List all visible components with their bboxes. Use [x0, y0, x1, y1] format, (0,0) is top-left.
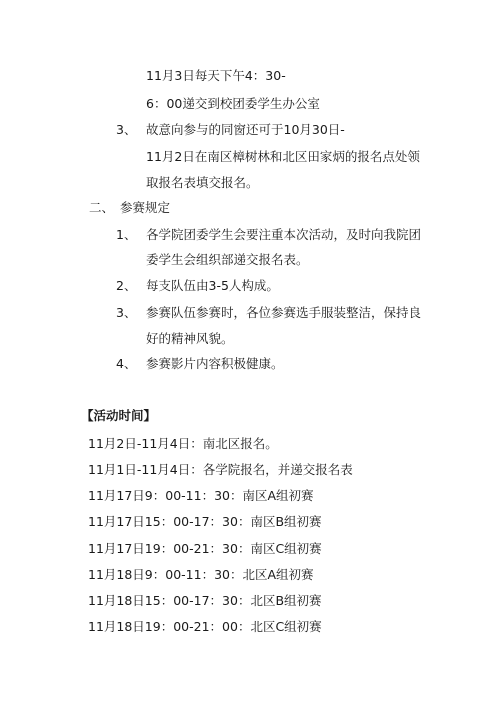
rules-heading: 参赛规定 — [120, 200, 171, 215]
schedule-entry-5: 11月17日19：00-21：30：南区C组初赛 — [88, 541, 322, 556]
schedule-title: 【活动时间】 — [81, 408, 157, 423]
registration-item-3-number: 3、 — [116, 122, 137, 137]
rules-item-3-line-1: 参赛队伍参赛时，各位参赛选手服装整洁，保持良 — [146, 305, 422, 320]
rules-item-4-line-1: 参赛影片内容积极健康。 — [146, 356, 284, 371]
schedule-entry-1: 11月2日-11月4日：南北区报名。 — [88, 436, 278, 451]
registration-item-3-line-1: 故意向参与的同窗还可于10月30日- — [146, 122, 345, 137]
rules-item-2-line-1: 每支队伍由3-5人构成。 — [146, 278, 279, 293]
registration-item-3-line-2: 11月2日在南区樟树林和北区田家炳的报名点处领 — [146, 149, 420, 164]
schedule-entry-7: 11月18日15：00-17：30：北区B组初赛 — [88, 593, 322, 608]
rules-item-1-line-1: 各学院团委学生会要注重本次活动，及时向我院团 — [146, 227, 422, 242]
schedule-entry-6: 11月18日9：00-11：30：北区A组初赛 — [88, 567, 314, 582]
schedule-entry-4: 11月17日15：00-17：30：南区B组初赛 — [88, 514, 322, 529]
rules-item-2-number: 2、 — [116, 278, 137, 293]
schedule-entry-3: 11月17日9：00-11：30：南区A组初赛 — [88, 488, 314, 503]
registration-line-1: 11月3日每天下午4：30- — [146, 68, 286, 83]
rules-item-3-number: 3、 — [116, 305, 137, 320]
registration-line-2: 6：00递交到校团委学生办公室 — [146, 96, 320, 111]
rules-item-3-line-2: 好的精神风貌。 — [146, 331, 234, 346]
rules-item-4-number: 4、 — [116, 356, 137, 371]
rules-item-1-number: 1、 — [116, 227, 137, 242]
schedule-entry-2: 11月1日-11月4日：各学院报名，并递交报名表 — [88, 462, 353, 477]
registration-item-3-line-3: 取报名表填交报名。 — [146, 175, 259, 190]
rules-heading-number: 二、 — [89, 200, 115, 215]
rules-item-1-line-2: 委学生会组织部递交报名表。 — [146, 252, 309, 267]
schedule-entry-8: 11月18日19：00-21：00：北区C组初赛 — [88, 619, 322, 634]
